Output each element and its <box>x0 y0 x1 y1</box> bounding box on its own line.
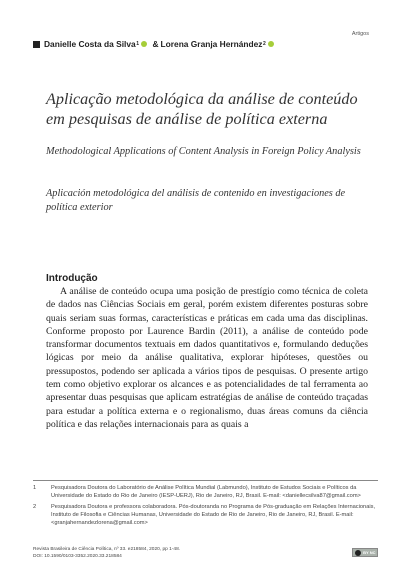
author-separator: & <box>152 39 159 49</box>
footnote <box>33 504 378 528</box>
body-paragraph: A análise de conteúdo ocupa uma posição de prestígio como técnica de coleta de dados nas Ciências Sociais em geral, porém existem diferentes posturas sobre quais seriam suas formas, características e práticas em cada uma das disciplinas. Conforme proposto por Laurence Bardin (2011), a análise de conteúdo pode transformar documentos textuais em dados quantitativos e, formulando deduções lógicas por meio da análise qualitativa, explorar hipóteses, questões ou pressupostos, podendo ser aplicada a vários tipos de pesquisas. O presente artigo tem como objetivo explorar os alcances e as potencialidades de tal ferramenta ao apresentar duas pesquisas que aplicam estratégias de análise de conteúdo traçadas para estudar a política externa e o regionalismo, duas áreas comuns da ciência política e das relações internacionais para as quais a <box>46 286 368 430</box>
footnote <box>33 485 378 501</box>
section-heading: Introdução <box>46 273 98 284</box>
author-affiliation-1: 1 <box>136 41 139 47</box>
footnote-text: Pesquisadora Doutora e professora colaboradora. Pós-doutoranda no Programa de Pós-graduação em Relações Internacionais, Instituto de Filosofia e Ciências Humanas, Universidade do Estado de Rio de Janeiro, Rio de Janeiro, RJ, Brasil. E-mail: <granjahernandezlorena@gmail.com> <box>51 503 376 526</box>
title-portuguese: Aplicação metodológica da análise de conteúdo em pesquisas de análise de política externa <box>46 90 358 128</box>
footnote-number: 1 <box>33 485 37 491</box>
author-name-1: Danielle Costa da Silva <box>44 39 136 49</box>
author-marker-square <box>33 41 40 48</box>
footnote-text: Pesquisadora Doutora do Laboratório de Análise Política Mundial (Labmundo), Instituto de Estudos Sociais e Políticos da Universidade do Estado do Rio de Janeiro (IESP-UERJ), Rio de Janeiro, RJ, Brasil. E-mail: <daniellecsilva87@gmail.com> <box>51 485 361 499</box>
cc-circle-icon <box>355 550 361 556</box>
journal-citation: Revista Brasileira de Ciência Política, nº 33. e218584, 2020, pp 1-48. <box>33 547 181 552</box>
body-text <box>46 285 368 431</box>
license-badge-text: BY NC <box>363 550 376 555</box>
title-english: Methodological Applications of Content Analysis in Foreign Policy Analysis <box>46 146 361 157</box>
section-tag: Artigos <box>351 31 369 37</box>
author-affiliation-2: 2 <box>262 41 266 47</box>
creative-commons-license-icon[interactable] <box>352 548 378 557</box>
footnote-divider <box>33 480 378 481</box>
journal-info <box>33 547 293 560</box>
footnote-number: 2 <box>33 503 37 510</box>
orcid-icon[interactable] <box>268 41 275 48</box>
authors-line <box>33 39 378 49</box>
footnotes <box>33 485 378 531</box>
title-spanish: Aplicación metodológica del análisis de contenido en investigaciones de política exterior <box>46 188 346 213</box>
journal-doi: DOI: 10.1590/0103-3352.2020.33.218584 <box>33 553 122 559</box>
orcid-icon[interactable] <box>141 41 148 48</box>
author-name-2: Lorena Granja Hernández <box>160 39 263 49</box>
